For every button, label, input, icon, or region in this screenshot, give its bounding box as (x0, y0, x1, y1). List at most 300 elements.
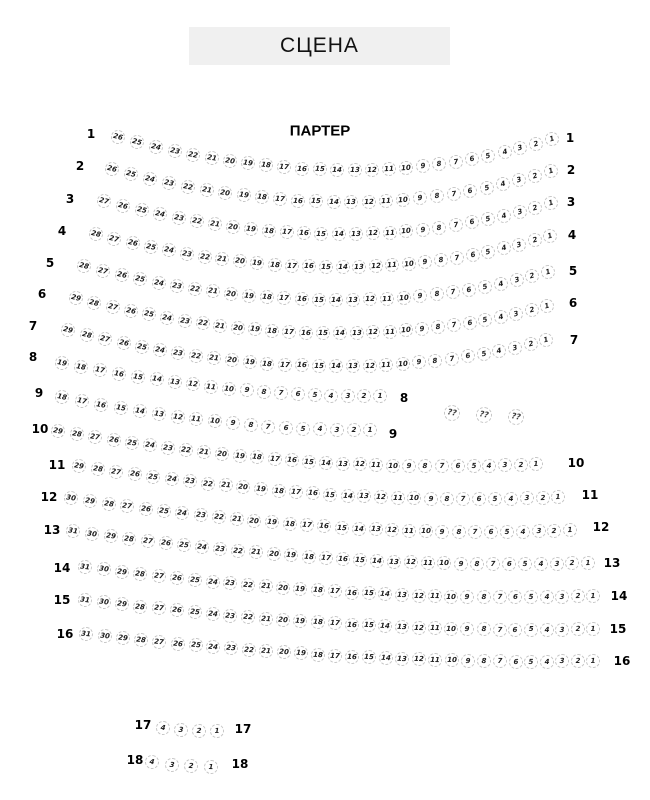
seat[interactable]: 1 (563, 523, 578, 538)
seat[interactable]: 26 (113, 267, 130, 284)
seat[interactable]: 3 (512, 140, 529, 157)
seat[interactable]: 25 (145, 469, 161, 485)
seat[interactable]: 3 (520, 491, 534, 505)
seat[interactable]: 15 (323, 487, 338, 502)
seat[interactable]: 1 (543, 130, 561, 148)
seat[interactable]: 28 (75, 257, 92, 274)
seat[interactable]: 8 (256, 384, 271, 399)
seat[interactable]: 12 (412, 652, 426, 666)
seat[interactable]: 11 (380, 291, 395, 306)
seat[interactable]: 14 (370, 554, 385, 569)
seat[interactable]: 9 (460, 622, 474, 636)
seat[interactable]: 18 (73, 359, 89, 375)
seat[interactable]: 11 (369, 458, 384, 473)
seat[interactable]: 1 (204, 760, 218, 774)
seat[interactable]: 27 (94, 262, 111, 279)
seat[interactable]: 16 (302, 259, 316, 273)
seat[interactable]: 29 (71, 458, 87, 474)
seat[interactable]: 9 (424, 492, 438, 506)
seat[interactable]: 20 (247, 513, 262, 528)
seat[interactable]: 13 (167, 374, 183, 390)
seat[interactable]: 6 (461, 282, 477, 298)
seat[interactable]: 2 (192, 724, 206, 738)
seat[interactable]: 10 (437, 556, 451, 570)
seat[interactable]: 2 (347, 423, 361, 437)
seat[interactable]: 18 (271, 483, 286, 498)
seat[interactable]: 1 (541, 227, 558, 244)
seat[interactable]: 14 (378, 587, 393, 602)
seat[interactable]: 16 (295, 161, 310, 176)
seat[interactable]: 3 (173, 722, 188, 737)
seat[interactable]: 7 (445, 284, 461, 300)
seat[interactable]: 8 (431, 156, 447, 172)
seat[interactable]: 9 (435, 524, 449, 538)
seat[interactable]: 5 (478, 180, 495, 197)
seat[interactable]: 23 (223, 608, 238, 623)
seat[interactable]: 24 (161, 242, 177, 258)
seat[interactable]: 13 (335, 456, 350, 471)
seat[interactable]: 16 (344, 617, 359, 632)
seat[interactable]: 20 (230, 320, 245, 335)
seat[interactable]: 31 (65, 523, 81, 539)
seat[interactable]: 12 (352, 457, 367, 472)
seat[interactable]: 22 (189, 213, 205, 229)
seat[interactable]: 4 (493, 275, 510, 292)
seat[interactable]: 6 (278, 420, 293, 435)
seat[interactable]: 9 (454, 557, 468, 571)
seat[interactable]: 11 (382, 225, 397, 240)
seat[interactable]: 12 (411, 620, 426, 635)
seat[interactable]: 21 (206, 350, 222, 366)
seat[interactable]: 6 (465, 247, 481, 263)
seat[interactable]: 8 (429, 188, 445, 204)
seat[interactable]: 8 (452, 525, 466, 539)
seat[interactable]: 1 (363, 423, 377, 437)
seat[interactable]: 24 (142, 170, 159, 187)
seat[interactable]: 27 (152, 634, 167, 649)
seat[interactable]: 3 (498, 458, 512, 472)
seat[interactable]: 26 (170, 636, 185, 651)
seat[interactable]: 17 (328, 648, 343, 663)
seat[interactable]: 4 (504, 491, 518, 505)
seat[interactable]: 3 (330, 423, 344, 437)
seat[interactable]: 26 (109, 128, 126, 145)
seat[interactable]: 7 (446, 317, 462, 333)
seat[interactable]: 1 (551, 490, 566, 505)
seat[interactable]: 11 (391, 491, 405, 505)
seat[interactable]: 18 (310, 583, 325, 598)
seat[interactable]: 4 (144, 754, 160, 770)
seat[interactable]: 7 (492, 623, 506, 637)
seat[interactable]: 25 (156, 503, 172, 519)
seat[interactable]: 17 (327, 616, 342, 631)
seat[interactable]: 12 (385, 523, 400, 538)
seat[interactable]: 21 (212, 318, 228, 334)
seat[interactable]: 14 (336, 260, 350, 274)
seat[interactable]: 6 (484, 525, 498, 539)
seat[interactable]: 14 (149, 371, 165, 387)
seat[interactable]: 7 (456, 492, 470, 506)
seat[interactable]: 23 (213, 541, 228, 556)
seat[interactable]: 2 (547, 523, 562, 538)
seat[interactable]: 28 (134, 632, 149, 647)
seat[interactable]: 7 (446, 186, 462, 202)
seat[interactable]: 2 (523, 301, 540, 318)
seat[interactable]: 3 (555, 654, 569, 668)
seat[interactable]: 14 (327, 195, 341, 209)
seat[interactable]: 14 (378, 651, 393, 666)
seat[interactable]: 18 (259, 290, 274, 305)
seat[interactable]: 2 (527, 199, 544, 216)
seat[interactable]: 10 (444, 622, 458, 636)
seat[interactable]: 27 (87, 429, 103, 445)
seat[interactable]: 22 (180, 178, 196, 194)
seat[interactable]: 8 (432, 220, 448, 236)
seat[interactable]: 10 (396, 290, 411, 305)
seat[interactable]: 11 (188, 411, 204, 427)
seat[interactable]: 12 (366, 325, 381, 340)
seat[interactable]: 28 (133, 566, 149, 582)
seat[interactable]: 24 (159, 310, 175, 326)
seat[interactable]: 9 (461, 654, 475, 668)
seat[interactable]: 15 (301, 454, 316, 469)
seat[interactable]: 12 (374, 490, 389, 505)
seat[interactable]: 10 (207, 414, 222, 429)
seat[interactable]: 19 (294, 646, 309, 661)
seat[interactable]: 9 (417, 254, 433, 270)
seat[interactable]: 22 (187, 281, 203, 297)
seat[interactable]: 25 (133, 202, 150, 219)
seat[interactable]: 17 (288, 484, 303, 499)
seat[interactable]: 6 (462, 315, 478, 331)
seat[interactable]: 3 (508, 272, 525, 289)
seat[interactable]: 2 (522, 335, 539, 352)
seat[interactable]: 21 (204, 150, 220, 166)
seat[interactable]: 5 (518, 557, 532, 571)
seat[interactable]: 25 (187, 605, 202, 620)
seat[interactable]: 25 (134, 338, 150, 354)
seat[interactable]: 15 (316, 326, 330, 340)
seat[interactable]: 11 (428, 621, 442, 635)
seat[interactable]: 23 (182, 474, 198, 490)
seat[interactable]: 26 (123, 302, 140, 319)
seat[interactable]: 20 (217, 185, 233, 201)
seat[interactable]: 13 (357, 489, 372, 504)
seat[interactable]: 5 (524, 590, 538, 604)
seat[interactable]: 8 (243, 418, 258, 433)
seat[interactable]: 16 (344, 585, 359, 600)
seat[interactable]: 17 (277, 291, 292, 306)
seat[interactable]: 19 (242, 354, 257, 369)
seat[interactable]: 2 (526, 232, 543, 249)
seat[interactable]: 7 (492, 590, 506, 604)
seat[interactable]: 2 (571, 654, 585, 668)
seat[interactable]: 2 (184, 759, 199, 774)
seat[interactable]: 15 (309, 194, 324, 209)
seat[interactable]: 10 (221, 381, 236, 396)
seat[interactable]: 12 (170, 409, 186, 425)
seat[interactable]: 18 (282, 516, 297, 531)
seat[interactable]: 15 (334, 520, 349, 535)
seat[interactable]: 23 (170, 210, 186, 226)
seat[interactable]: 6 (462, 183, 478, 199)
seat[interactable]: 19 (253, 481, 268, 496)
seat[interactable]: 15 (312, 162, 327, 177)
seat[interactable]: 9 (460, 590, 474, 604)
seat[interactable]: 13 (368, 522, 383, 537)
seat[interactable]: 17 (285, 258, 300, 273)
seat[interactable]: 29 (59, 321, 76, 338)
seat[interactable]: 14 (340, 488, 355, 503)
seat[interactable]: 23 (224, 641, 239, 656)
seat[interactable]: 14 (329, 359, 343, 373)
seat[interactable]: 1 (538, 297, 555, 314)
seat[interactable]: 20 (276, 580, 291, 595)
seat[interactable]: 8 (440, 492, 454, 506)
seat[interactable]: 16 (306, 486, 321, 501)
seat[interactable]: 13 (346, 293, 360, 307)
seat[interactable]: 10 (399, 224, 414, 239)
seat[interactable]: 2 (528, 135, 545, 152)
seat[interactable]: 17 (319, 550, 334, 565)
seat[interactable]: 24 (142, 437, 158, 453)
seat[interactable]: 11 (421, 556, 435, 570)
seat[interactable]: 10 (407, 491, 421, 505)
seat[interactable]: 20 (232, 254, 247, 269)
seat[interactable]: 24 (195, 539, 210, 554)
seat[interactable]: 7 (493, 654, 507, 668)
seat[interactable]: 16 (111, 365, 127, 381)
seat[interactable]: 1 (373, 389, 387, 403)
seat[interactable]: 22 (240, 610, 255, 625)
seat[interactable]: 9 (415, 222, 430, 237)
seat[interactable]: 19 (284, 548, 299, 563)
seat[interactable]: 19 (247, 322, 262, 337)
seat[interactable]: 23 (179, 246, 195, 262)
seat[interactable]: 30 (96, 594, 112, 610)
seat[interactable]: 16 (299, 325, 313, 339)
seat[interactable]: 20 (222, 153, 238, 169)
seat[interactable]: 26 (115, 335, 132, 352)
seat[interactable]: 15 (130, 369, 146, 385)
seat[interactable]: 12 (362, 358, 376, 372)
seat[interactable]: 11 (203, 379, 219, 395)
seat[interactable]: 1 (586, 654, 600, 668)
seat[interactable]: 28 (86, 294, 103, 311)
seat[interactable]: 7 (448, 154, 464, 170)
seat[interactable]: 15 (362, 650, 377, 665)
seat[interactable]: 11 (379, 194, 394, 209)
seat[interactable]: 23 (193, 507, 208, 522)
seat[interactable]: 5 (296, 421, 311, 436)
seat[interactable]: 20 (236, 480, 251, 495)
seat[interactable]: 12 (411, 588, 425, 602)
seat[interactable]: 3 (508, 305, 525, 322)
seat[interactable]: 17 (273, 192, 288, 207)
seat[interactable]: 26 (127, 466, 143, 482)
seat[interactable]: 3 (555, 622, 569, 636)
seat[interactable]: 16 (291, 193, 306, 208)
seat[interactable]: 24 (148, 138, 165, 155)
seat[interactable]: 5 (488, 492, 502, 506)
seat[interactable]: 18 (54, 389, 71, 406)
seat[interactable]: 1 (542, 162, 560, 180)
seat[interactable]: 21 (218, 478, 233, 493)
seat[interactable]: 26 (158, 535, 174, 551)
seat[interactable]: 8 (430, 319, 446, 335)
seat[interactable]: 15 (312, 293, 326, 307)
seat[interactable]: 2 (513, 457, 528, 472)
seat[interactable]: 25 (187, 572, 202, 587)
seat[interactable]: 15 (312, 359, 326, 373)
seat[interactable]: 27 (119, 498, 135, 514)
seat[interactable]: 5 (477, 279, 493, 295)
seat[interactable]: 22 (241, 642, 256, 657)
seat[interactable]: 22 (200, 476, 215, 491)
seat[interactable]: 18 (250, 450, 265, 465)
seat[interactable]: 13 (151, 406, 167, 422)
seat[interactable]: 6 (502, 557, 516, 571)
seat[interactable]: 16 (93, 396, 109, 412)
seat[interactable]: 2 (565, 556, 579, 570)
seat[interactable]: 9 (413, 288, 428, 303)
seat[interactable]: 21 (258, 611, 273, 626)
seat[interactable]: 27 (140, 533, 156, 549)
seat[interactable]: 15 (361, 618, 376, 633)
seat[interactable]: 18 (259, 158, 274, 173)
seat[interactable]: 19 (293, 614, 308, 629)
seat[interactable]: 6 (460, 348, 476, 364)
seat[interactable]: 2 (571, 622, 585, 636)
seat[interactable]: 25 (129, 133, 146, 150)
seat[interactable]: 29 (103, 528, 119, 544)
seat[interactable]: 12 (361, 194, 375, 208)
seat[interactable]: 10 (444, 589, 458, 603)
seat[interactable]: 27 (106, 230, 123, 247)
seat[interactable]: 28 (78, 326, 95, 343)
seat[interactable]: 6 (508, 590, 522, 604)
seat[interactable]: 22 (185, 146, 201, 162)
seat[interactable]: 10 (401, 256, 416, 271)
seat[interactable]: 17 (282, 324, 297, 339)
seat[interactable]: 21 (229, 511, 244, 526)
seat[interactable]: 26 (103, 160, 120, 177)
seat[interactable]: 17 (277, 357, 292, 372)
seat[interactable]: 1 (542, 194, 560, 212)
seat[interactable]: 25 (124, 435, 140, 451)
seat[interactable]: 28 (133, 599, 148, 614)
seat[interactable]: 15 (361, 586, 376, 601)
seat[interactable]: 1 (537, 331, 554, 348)
seat[interactable]: 22 (195, 315, 211, 331)
seat[interactable]: 3 (532, 524, 546, 538)
seat[interactable]: 7 (435, 459, 449, 473)
seat[interactable]: 28 (69, 426, 85, 442)
seat[interactable]: 11 (402, 523, 416, 537)
seat[interactable]: 16 (284, 453, 299, 468)
seat[interactable]: 10 (395, 356, 410, 371)
seat[interactable]: 9 (239, 383, 254, 398)
seat[interactable]: 1 (586, 622, 600, 636)
seat[interactable]: 13 (349, 227, 363, 241)
seat[interactable]: 14 (378, 619, 393, 634)
seat[interactable]: 4 (496, 240, 513, 257)
seat[interactable]: 9 (415, 159, 430, 174)
seat[interactable]: 4 (493, 309, 510, 326)
seat[interactable]: 4 (516, 524, 530, 538)
seat[interactable]: 17 (267, 451, 282, 466)
seat[interactable]: 29 (115, 630, 130, 645)
seat[interactable]: 13 (352, 260, 366, 274)
seat[interactable]: 16 (297, 226, 312, 241)
seat[interactable]: 17 (74, 393, 90, 409)
seat[interactable]: 4 (495, 176, 512, 193)
seat[interactable]: 13 (346, 359, 360, 373)
seat[interactable]: 28 (87, 225, 104, 242)
seat[interactable]: 18 (310, 615, 325, 630)
seat[interactable]: 16 (295, 358, 310, 373)
seat[interactable]: 4 (534, 557, 548, 571)
seat-unknown[interactable]: ?? (475, 406, 494, 425)
seat[interactable]: 25 (123, 165, 140, 182)
seat[interactable]: 3 (511, 203, 528, 220)
seat[interactable]: 20 (276, 612, 291, 627)
seat[interactable]: 4 (324, 388, 338, 402)
seat[interactable]: 10 (386, 458, 400, 472)
seat[interactable]: 25 (132, 271, 149, 288)
seat[interactable]: 25 (176, 537, 191, 552)
seat[interactable]: 23 (223, 576, 238, 591)
seat[interactable]: 1 (539, 263, 556, 280)
seat[interactable]: 29 (114, 597, 130, 613)
seat[interactable]: 18 (311, 647, 326, 662)
seat[interactable]: 16 (336, 552, 351, 567)
seat[interactable]: 5 (524, 623, 538, 637)
seat[interactable]: 27 (97, 331, 114, 348)
seat-unknown[interactable]: ?? (507, 408, 526, 427)
seat[interactable]: 6 (508, 623, 522, 637)
seat[interactable]: 20 (266, 546, 281, 561)
seat[interactable]: 7 (449, 250, 465, 266)
seat[interactable]: 4 (491, 343, 507, 359)
seat[interactable]: 5 (308, 388, 323, 403)
seat[interactable]: 22 (197, 249, 213, 265)
seat[interactable]: 12 (363, 292, 378, 307)
seat[interactable]: 23 (161, 440, 177, 456)
seat[interactable]: 3 (164, 757, 179, 772)
seat[interactable]: 13 (347, 163, 361, 177)
seat[interactable]: 21 (258, 579, 273, 594)
seat[interactable]: 26 (124, 235, 141, 252)
seat[interactable]: 14 (330, 163, 344, 177)
seat[interactable]: 6 (464, 214, 480, 230)
seat[interactable]: 6 (464, 151, 480, 167)
seat-unknown[interactable]: ?? (443, 404, 462, 423)
seat[interactable]: 23 (169, 278, 185, 294)
seat[interactable]: 25 (141, 306, 157, 322)
seat[interactable]: 2 (535, 490, 550, 505)
seat[interactable]: 8 (433, 252, 449, 268)
seat[interactable]: 18 (267, 257, 282, 272)
seat[interactable]: 17 (277, 160, 292, 175)
seat[interactable]: 24 (164, 471, 180, 487)
seat[interactable]: 24 (175, 505, 191, 521)
seat[interactable]: 17 (279, 225, 294, 240)
seat[interactable]: 14 (351, 521, 366, 536)
seat[interactable]: 23 (170, 345, 186, 361)
seat[interactable]: 28 (90, 461, 106, 477)
seat[interactable]: 8 (476, 622, 490, 636)
